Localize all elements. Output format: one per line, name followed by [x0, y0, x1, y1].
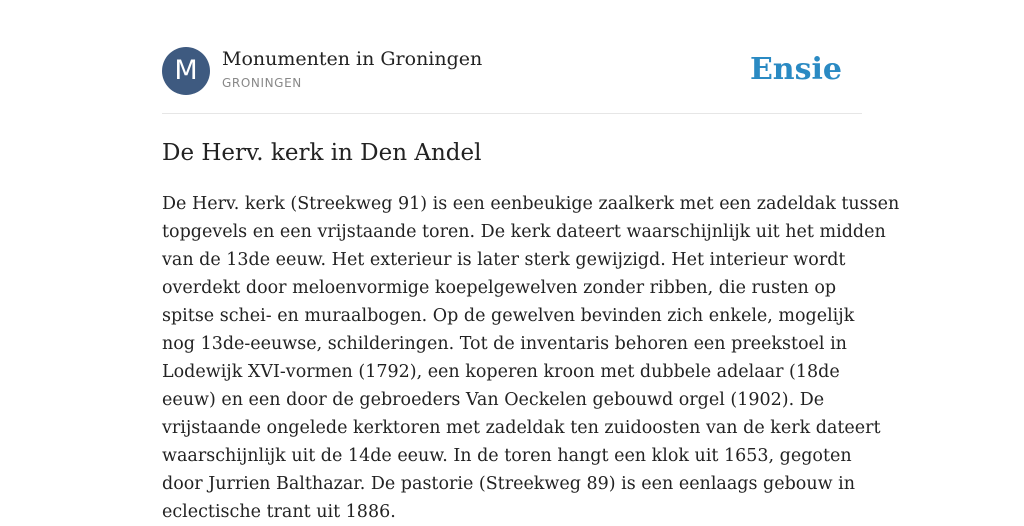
article-body-line: waarschijnlijk uit de 14de eeuw. In de toren hangt een klok uit 1653, gegoten	[162, 446, 852, 466]
source-name-link[interactable]: Monumenten in Groningen	[222, 48, 483, 70]
article-body-line: De Herv. kerk (Streekweg 91) is een eenbeukige zaalkerk met een zadeldak tussen	[162, 194, 900, 214]
source-category-label: GRONINGEN	[222, 76, 302, 90]
article-body-line: van de 13de eeuw. Het exterieur is later sterk gewijzigd. Het interieur wordt	[162, 250, 846, 270]
article-body-line: eeuw) en een door de gebroeders Van Oeckelen gebouwd orgel (1902). De	[162, 390, 825, 410]
article-body-line: door Jurrien Balthazar. De pastorie (Streekweg 89) is een eenlaags gebouw in	[162, 474, 856, 494]
article-body-line: overdekt door meloenvormige koepelgewelven zonder ribben, die rusten op	[162, 278, 837, 298]
article-body-line: spitse schei- en muraalbogen. Op de gewelven bevinden zich enkele, mogelijk	[162, 306, 855, 326]
ensie-logo[interactable]: Ensie	[749, 52, 842, 87]
article-body-line: nog 13de-eeuwse, schilderingen. Tot de inventaris behoren een preekstoel in	[162, 334, 847, 354]
article-body-line: topgevels en een vrijstaande toren. De kerk dateert waarschijnlijk uit het midden	[162, 222, 886, 242]
source-avatar[interactable]: M	[162, 47, 210, 95]
article-body-line: Lodewijk XVI-vormen (1792), een koperen kroon met dubbele adelaar (18de	[162, 362, 840, 382]
article-body-line: vrijstaande ongelede kerktoren met zadeldak ten zuidoosten van de kerk dateert	[162, 418, 881, 438]
source-header	[162, 47, 862, 95]
article-title: De Herv. kerk in Den Andel	[162, 140, 482, 166]
article-body	[162, 190, 900, 526]
header-divider	[162, 113, 862, 114]
article-body-line: eclectische trant uit 1886.	[162, 502, 396, 522]
